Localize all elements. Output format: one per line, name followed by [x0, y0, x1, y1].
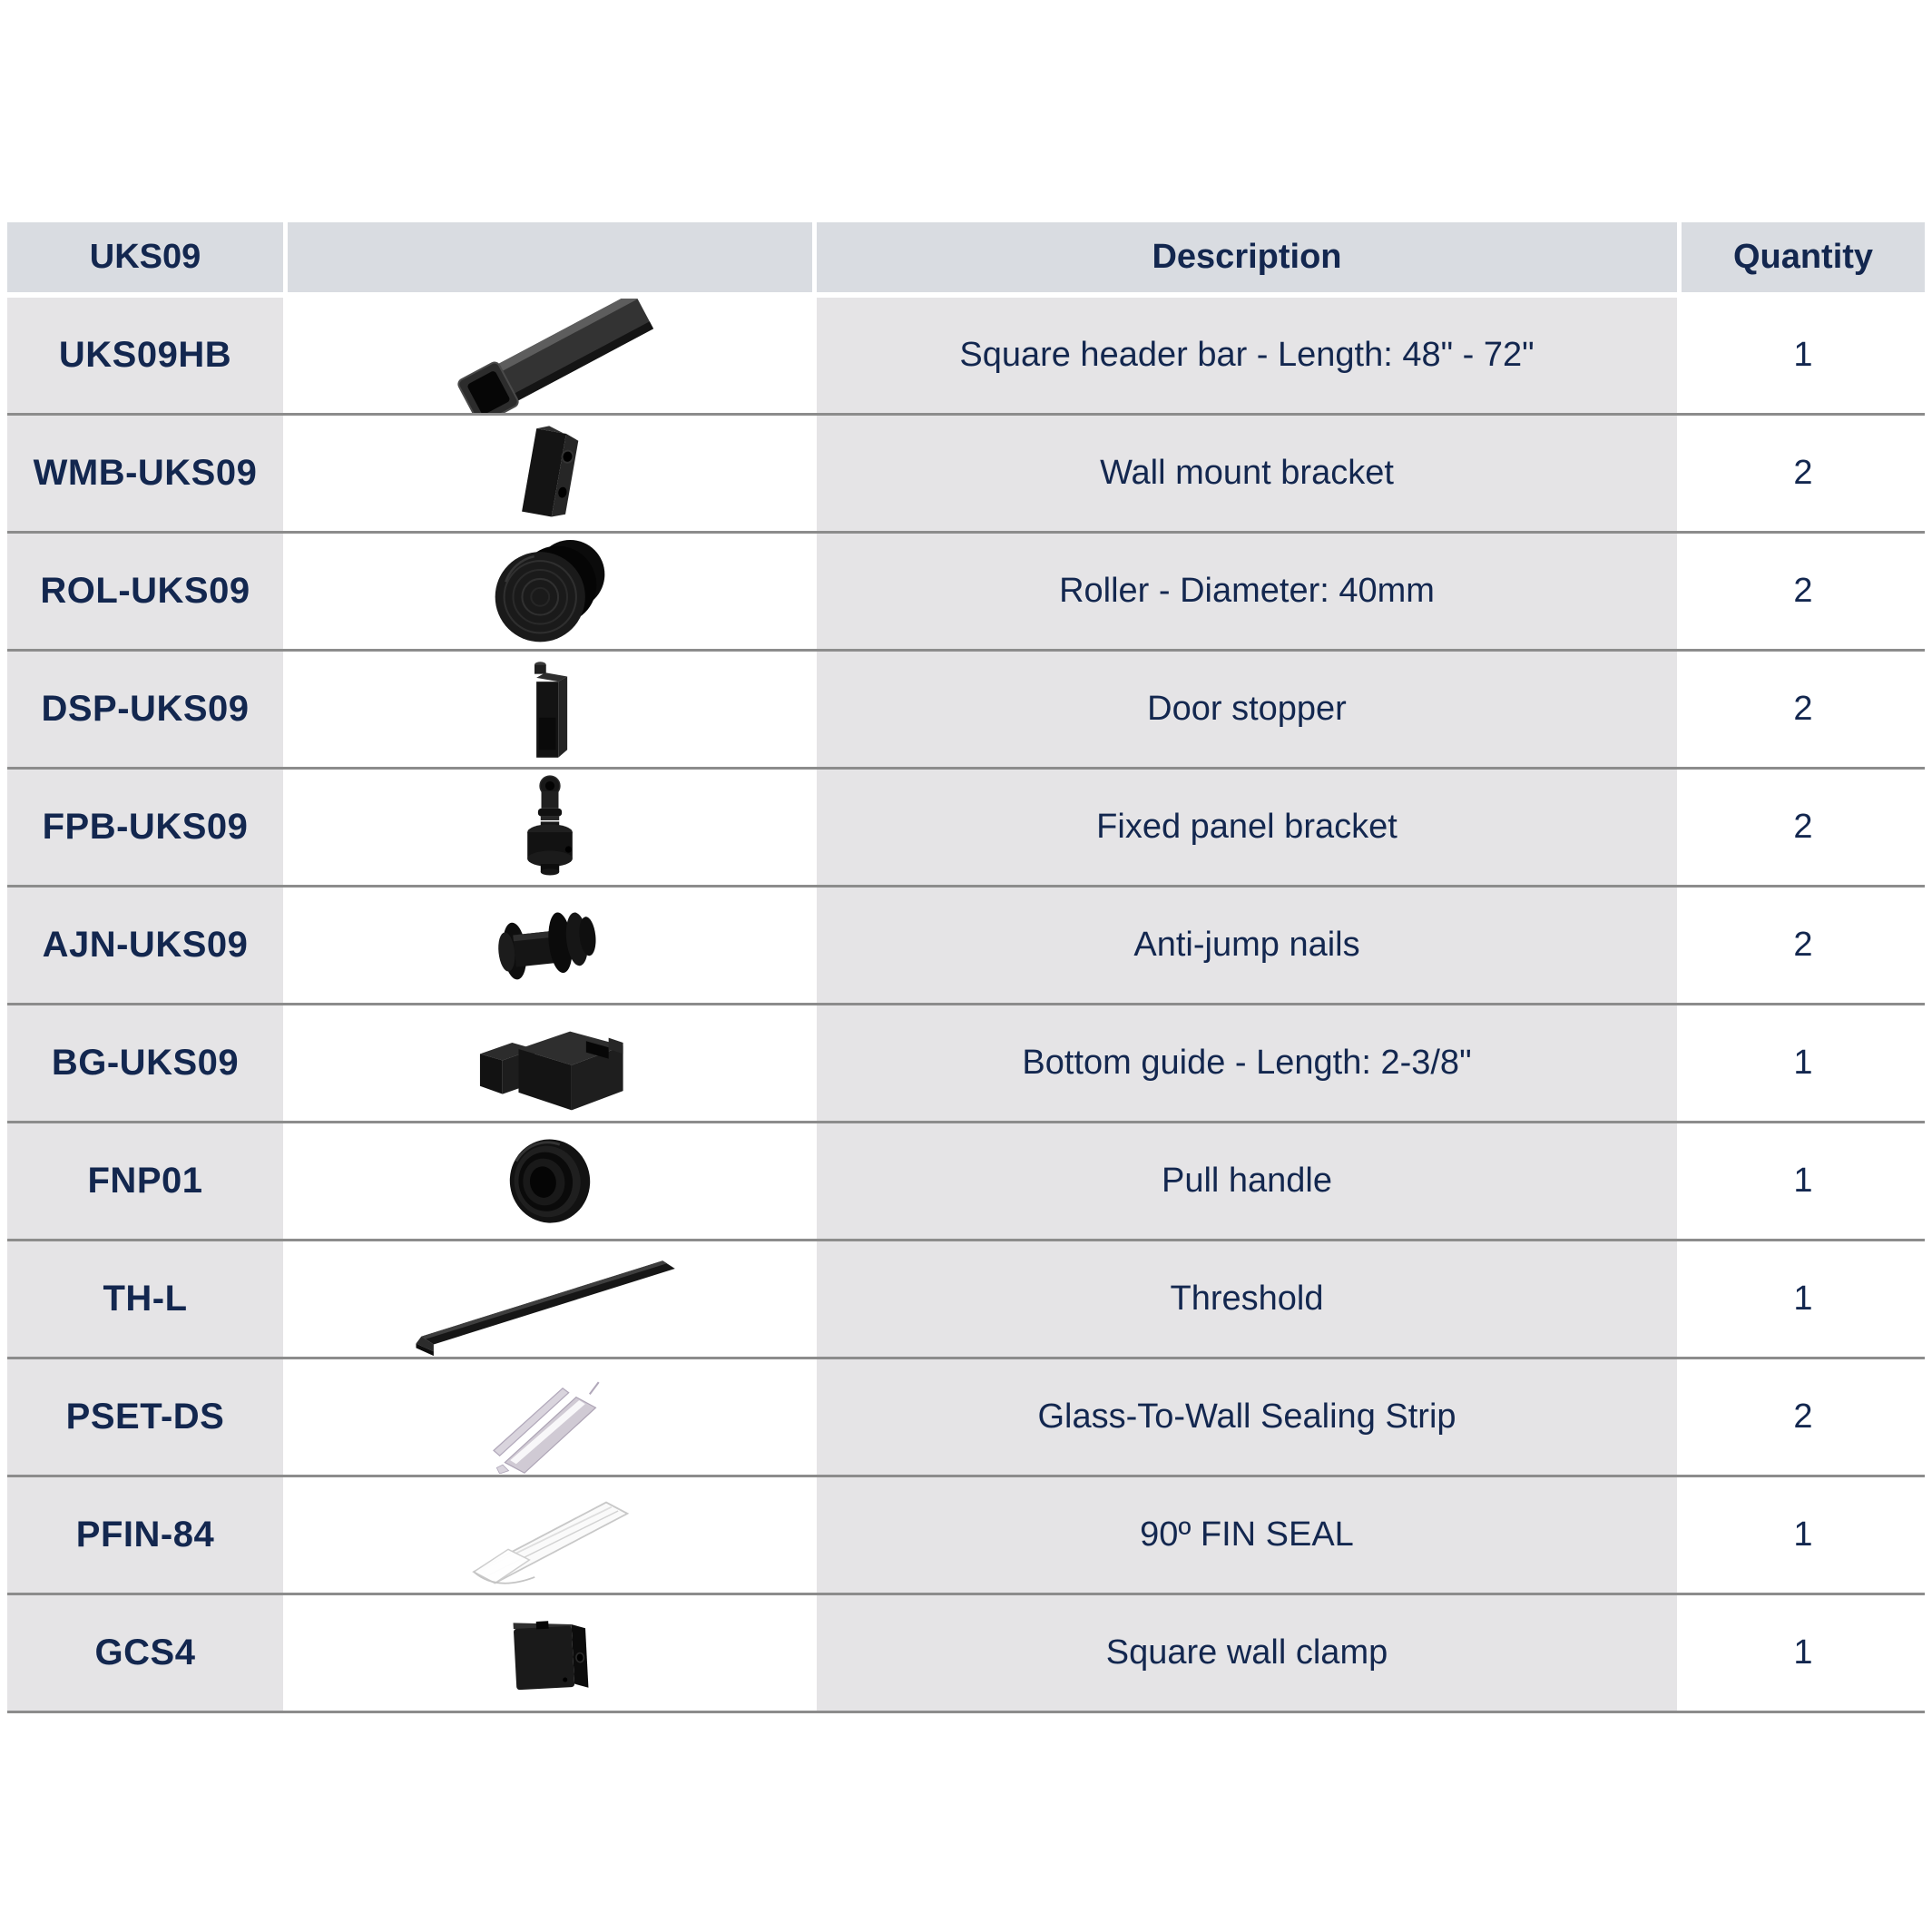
part-description: Square header bar - Length: 48" - 72"	[959, 336, 1535, 374]
part-code: BG-UKS09	[51, 1043, 240, 1083]
part-image-cell	[288, 1005, 812, 1121]
header-label-description: Description	[1152, 238, 1342, 276]
table-row	[7, 1005, 1925, 1123]
part-quantity-cell	[1682, 770, 1925, 885]
part-image-cell	[288, 298, 812, 413]
part-description: Square wall clamp	[1105, 1633, 1388, 1672]
part-description-cell	[817, 1123, 1677, 1239]
header-cell-image	[288, 222, 812, 292]
part-quantity-cell	[1682, 1005, 1925, 1121]
part-image-cell	[288, 534, 812, 649]
anti-jump-nails-photo	[473, 892, 627, 999]
part-quantity-cell	[1682, 534, 1925, 649]
part-quantity-cell	[1682, 652, 1925, 767]
part-description-cell	[817, 1595, 1677, 1711]
part-image	[400, 1479, 700, 1592]
part-description-cell	[817, 298, 1677, 413]
roller-photo	[474, 535, 626, 648]
part-quantity: 1	[1793, 336, 1813, 374]
part-image	[455, 1007, 645, 1120]
wall-mount-bracket-photo	[491, 417, 609, 531]
part-quantity: 1	[1793, 1633, 1813, 1672]
part-image-cell	[288, 1359, 812, 1475]
header-cell-description	[817, 222, 1677, 292]
part-quantity: 2	[1793, 454, 1813, 492]
part-image-cell	[288, 652, 812, 767]
part-description: Anti-jump nails	[1133, 926, 1360, 964]
part-description: Wall mount bracket	[1100, 454, 1394, 492]
part-description-cell	[817, 1005, 1677, 1121]
part-quantity: 1	[1793, 1044, 1813, 1082]
table-row	[7, 534, 1925, 652]
part-image-cell	[288, 1123, 812, 1239]
part-code: WMB-UKS09	[33, 453, 258, 493]
part-image	[495, 771, 604, 884]
threshold-photo	[400, 1243, 700, 1356]
part-quantity: 1	[1793, 1162, 1813, 1200]
part-code: FNP01	[87, 1161, 203, 1201]
part-code: FPB-UKS09	[42, 807, 249, 847]
part-quantity-cell	[1682, 888, 1925, 1003]
part-description-cell	[817, 416, 1677, 531]
part-code: DSP-UKS09	[41, 689, 250, 729]
part-quantity-cell	[1682, 1123, 1925, 1239]
glass-to-wall-sealing-strip-photo	[446, 1361, 654, 1474]
table-row	[7, 1595, 1925, 1713]
part-description: Fixed panel bracket	[1096, 808, 1398, 846]
part-code: UKS09HB	[58, 335, 232, 375]
part-image-cell	[288, 770, 812, 885]
part-code: AJN-UKS09	[42, 925, 249, 965]
part-image-cell	[288, 1477, 812, 1593]
table-row	[7, 416, 1925, 534]
part-quantity-cell	[1682, 1477, 1925, 1593]
table-row	[7, 298, 1925, 416]
part-description-cell	[817, 1359, 1677, 1475]
part-description: Threshold	[1170, 1280, 1324, 1318]
part-description-cell	[817, 770, 1677, 885]
part-code-cell	[7, 770, 283, 885]
part-description: Bottom guide - Length: 2-3/8"	[1022, 1044, 1472, 1082]
fixed-panel-bracket-photo	[495, 771, 604, 884]
part-code: ROL-UKS09	[40, 571, 250, 611]
part-quantity-cell	[1682, 1359, 1925, 1475]
part-code-cell	[7, 1005, 283, 1121]
part-image-cell	[288, 888, 812, 1003]
part-description: Roller - Diameter: 40mm	[1059, 572, 1435, 610]
table-row	[7, 1241, 1925, 1359]
part-code-cell	[7, 1359, 283, 1475]
part-code-cell	[7, 1477, 283, 1593]
part-quantity: 1	[1793, 1280, 1813, 1318]
square-wall-clamp-photo	[486, 1598, 613, 1709]
part-code-cell	[7, 1241, 283, 1357]
part-description: Pull handle	[1161, 1162, 1333, 1200]
part-image-cell	[288, 1595, 812, 1711]
part-description: Door stopper	[1147, 690, 1347, 728]
part-quantity: 2	[1793, 572, 1813, 610]
part-code-cell	[7, 298, 283, 413]
pull-handle-photo	[491, 1127, 609, 1236]
part-quantity: 2	[1793, 808, 1813, 846]
table-row	[7, 888, 1925, 1005]
table-row	[7, 770, 1925, 888]
part-code: PSET-DS	[65, 1397, 225, 1437]
part-image	[491, 417, 609, 531]
table-row	[7, 652, 1925, 770]
part-quantity: 1	[1793, 1515, 1813, 1554]
part-image	[400, 1243, 700, 1356]
part-quantity: 2	[1793, 1398, 1813, 1436]
part-image	[473, 892, 627, 999]
table-header-row	[7, 222, 1925, 292]
part-description: Glass-To-Wall Sealing Strip	[1037, 1398, 1456, 1436]
part-description-cell	[817, 534, 1677, 649]
table-row	[7, 1477, 1925, 1595]
parts-table	[7, 222, 1925, 1713]
part-image	[441, 299, 659, 413]
part-code: TH-L	[103, 1279, 188, 1319]
table-row	[7, 1359, 1925, 1477]
90-fin-seal-photo	[400, 1479, 700, 1592]
part-code-cell	[7, 534, 283, 649]
part-description: 90º FIN SEAL	[1140, 1515, 1354, 1554]
door-stopper-photo	[509, 653, 591, 766]
part-quantity-cell	[1682, 1241, 1925, 1357]
part-image	[446, 1361, 654, 1474]
part-code-cell	[7, 416, 283, 531]
part-description-cell	[817, 1241, 1677, 1357]
part-image	[474, 535, 626, 648]
part-code-cell	[7, 888, 283, 1003]
part-code: PFIN-84	[75, 1515, 215, 1554]
header-cell-code	[7, 222, 283, 292]
part-quantity-cell	[1682, 416, 1925, 531]
part-quantity: 2	[1793, 926, 1813, 964]
part-code-cell	[7, 1123, 283, 1239]
part-code-cell	[7, 652, 283, 767]
part-code-cell	[7, 1595, 283, 1711]
bottom-guide-photo	[455, 1007, 645, 1120]
part-description-cell	[817, 888, 1677, 1003]
header-label-quantity: Quantity	[1732, 238, 1874, 276]
part-description-cell	[817, 1477, 1677, 1593]
part-image	[486, 1598, 613, 1709]
part-image-cell	[288, 1241, 812, 1357]
table-row	[7, 1123, 1925, 1241]
part-quantity-cell	[1682, 1595, 1925, 1711]
header-label-code: UKS09	[89, 238, 201, 276]
part-image-cell	[288, 416, 812, 531]
header-cell-quantity	[1682, 222, 1925, 292]
part-description-cell	[817, 652, 1677, 767]
part-code: GCS4	[94, 1633, 196, 1672]
part-image	[509, 653, 591, 766]
part-image	[491, 1127, 609, 1236]
part-quantity: 2	[1793, 690, 1813, 728]
part-quantity-cell	[1682, 298, 1925, 413]
square-header-bar-photo	[441, 299, 659, 413]
